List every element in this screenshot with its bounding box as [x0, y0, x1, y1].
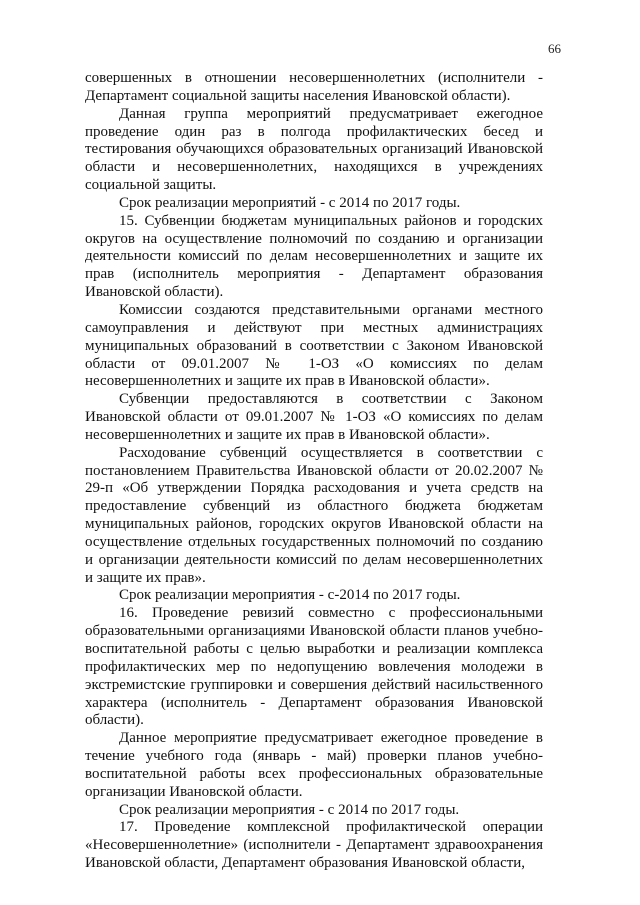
paragraph-continuation: совершенных в отношении несовершеннолетних (исполнители - Департамент социальной защиты населения Ивановской области). [85, 70, 543, 104]
page-number: 66 [548, 41, 561, 56]
document-body [85, 70, 543, 873]
paragraph-item-17: 17. Проведение комплексной профилактической операции «Несовершеннолетние» (исполнители - Департамент здравоохранения Ивановской области, Департамент образования Ивановской области, [85, 819, 543, 872]
paragraph-subventions: Субвенции предоставляются в соответствии с Законом Ивановской области от 09.01.2007 № 1-ОЗ «О комиссиях по делам несовершеннолетних и защите их прав в Ивановской области». [85, 391, 543, 443]
paragraph-term-item-16: Срок реализации мероприятия - с 2014 по 2017 годы. [119, 801, 460, 818]
paragraph-term-2014-2017: Срок реализации мероприятий - с 2014 по 2017 годы. [119, 194, 461, 211]
paragraph-commissions: Комиссии создаются представительными органами местного самоуправления и действуют при местных администрациях муниципальных образований в соответствии с Законом Ивановской области от 09.01.2007 № 1-ОЗ «О комиссиях по делам несовершеннолетних и защите их прав в Ивановской области». [85, 301, 543, 390]
paragraph-group-description: Данная группа мероприятий предусматривает ежегодное проведение один раз в полгода профилактических бесед и тестирования обучающихся образовательных организаций Ивановской области и несовершеннолетних, находящихся в учреждениях социальной защиты. [85, 105, 543, 194]
paragraph-term-item-15: Срок реализации мероприятия - с-2014 по 2017 годы. [119, 587, 461, 604]
paragraph-item-15: 15. Субвенции бюджетам муниципальных районов и городских округов на осуществление полномочий по созданию и организации деятельности комиссий по делам несовершеннолетних и защите их прав (исполнитель мероприятия - Департамент образования Ивановской области). [85, 212, 543, 301]
paragraph-spending: Расходование субвенций осуществляется в соответствии с постановлением Правительства Ивановской области от 20.02.2007 № 29-п «Об утверждении Порядка расходования и учета средств на предоставление субвенций из областного бюджета бюджетам муниципальных районов, городских округов Ивановской области на осуществление отдельных государственных полномочий по созданию и организации деятельности комиссий по делам несовершеннолетних и защите их прав». [85, 444, 543, 586]
paragraph-item-16: 16. Проведение ревизий совместно с профессиональными образовательными организациями Ивановской области планов учебно-воспитательной работы с целью выработки и реализации комплекса профилактических мер по недопущению вовлечения молодежи в экстремистские группировки и совершения действий насильственного характера (исполнитель - Департамент образования Ивановской области). [85, 605, 543, 729]
paragraph-item-16-description: Данное мероприятие предусматривает ежегодное проведение в течение учебного года (январь - май) проверки планов учебно-воспитательной работы всех профессиональных образовательные организации Ивановской области. [85, 730, 543, 800]
